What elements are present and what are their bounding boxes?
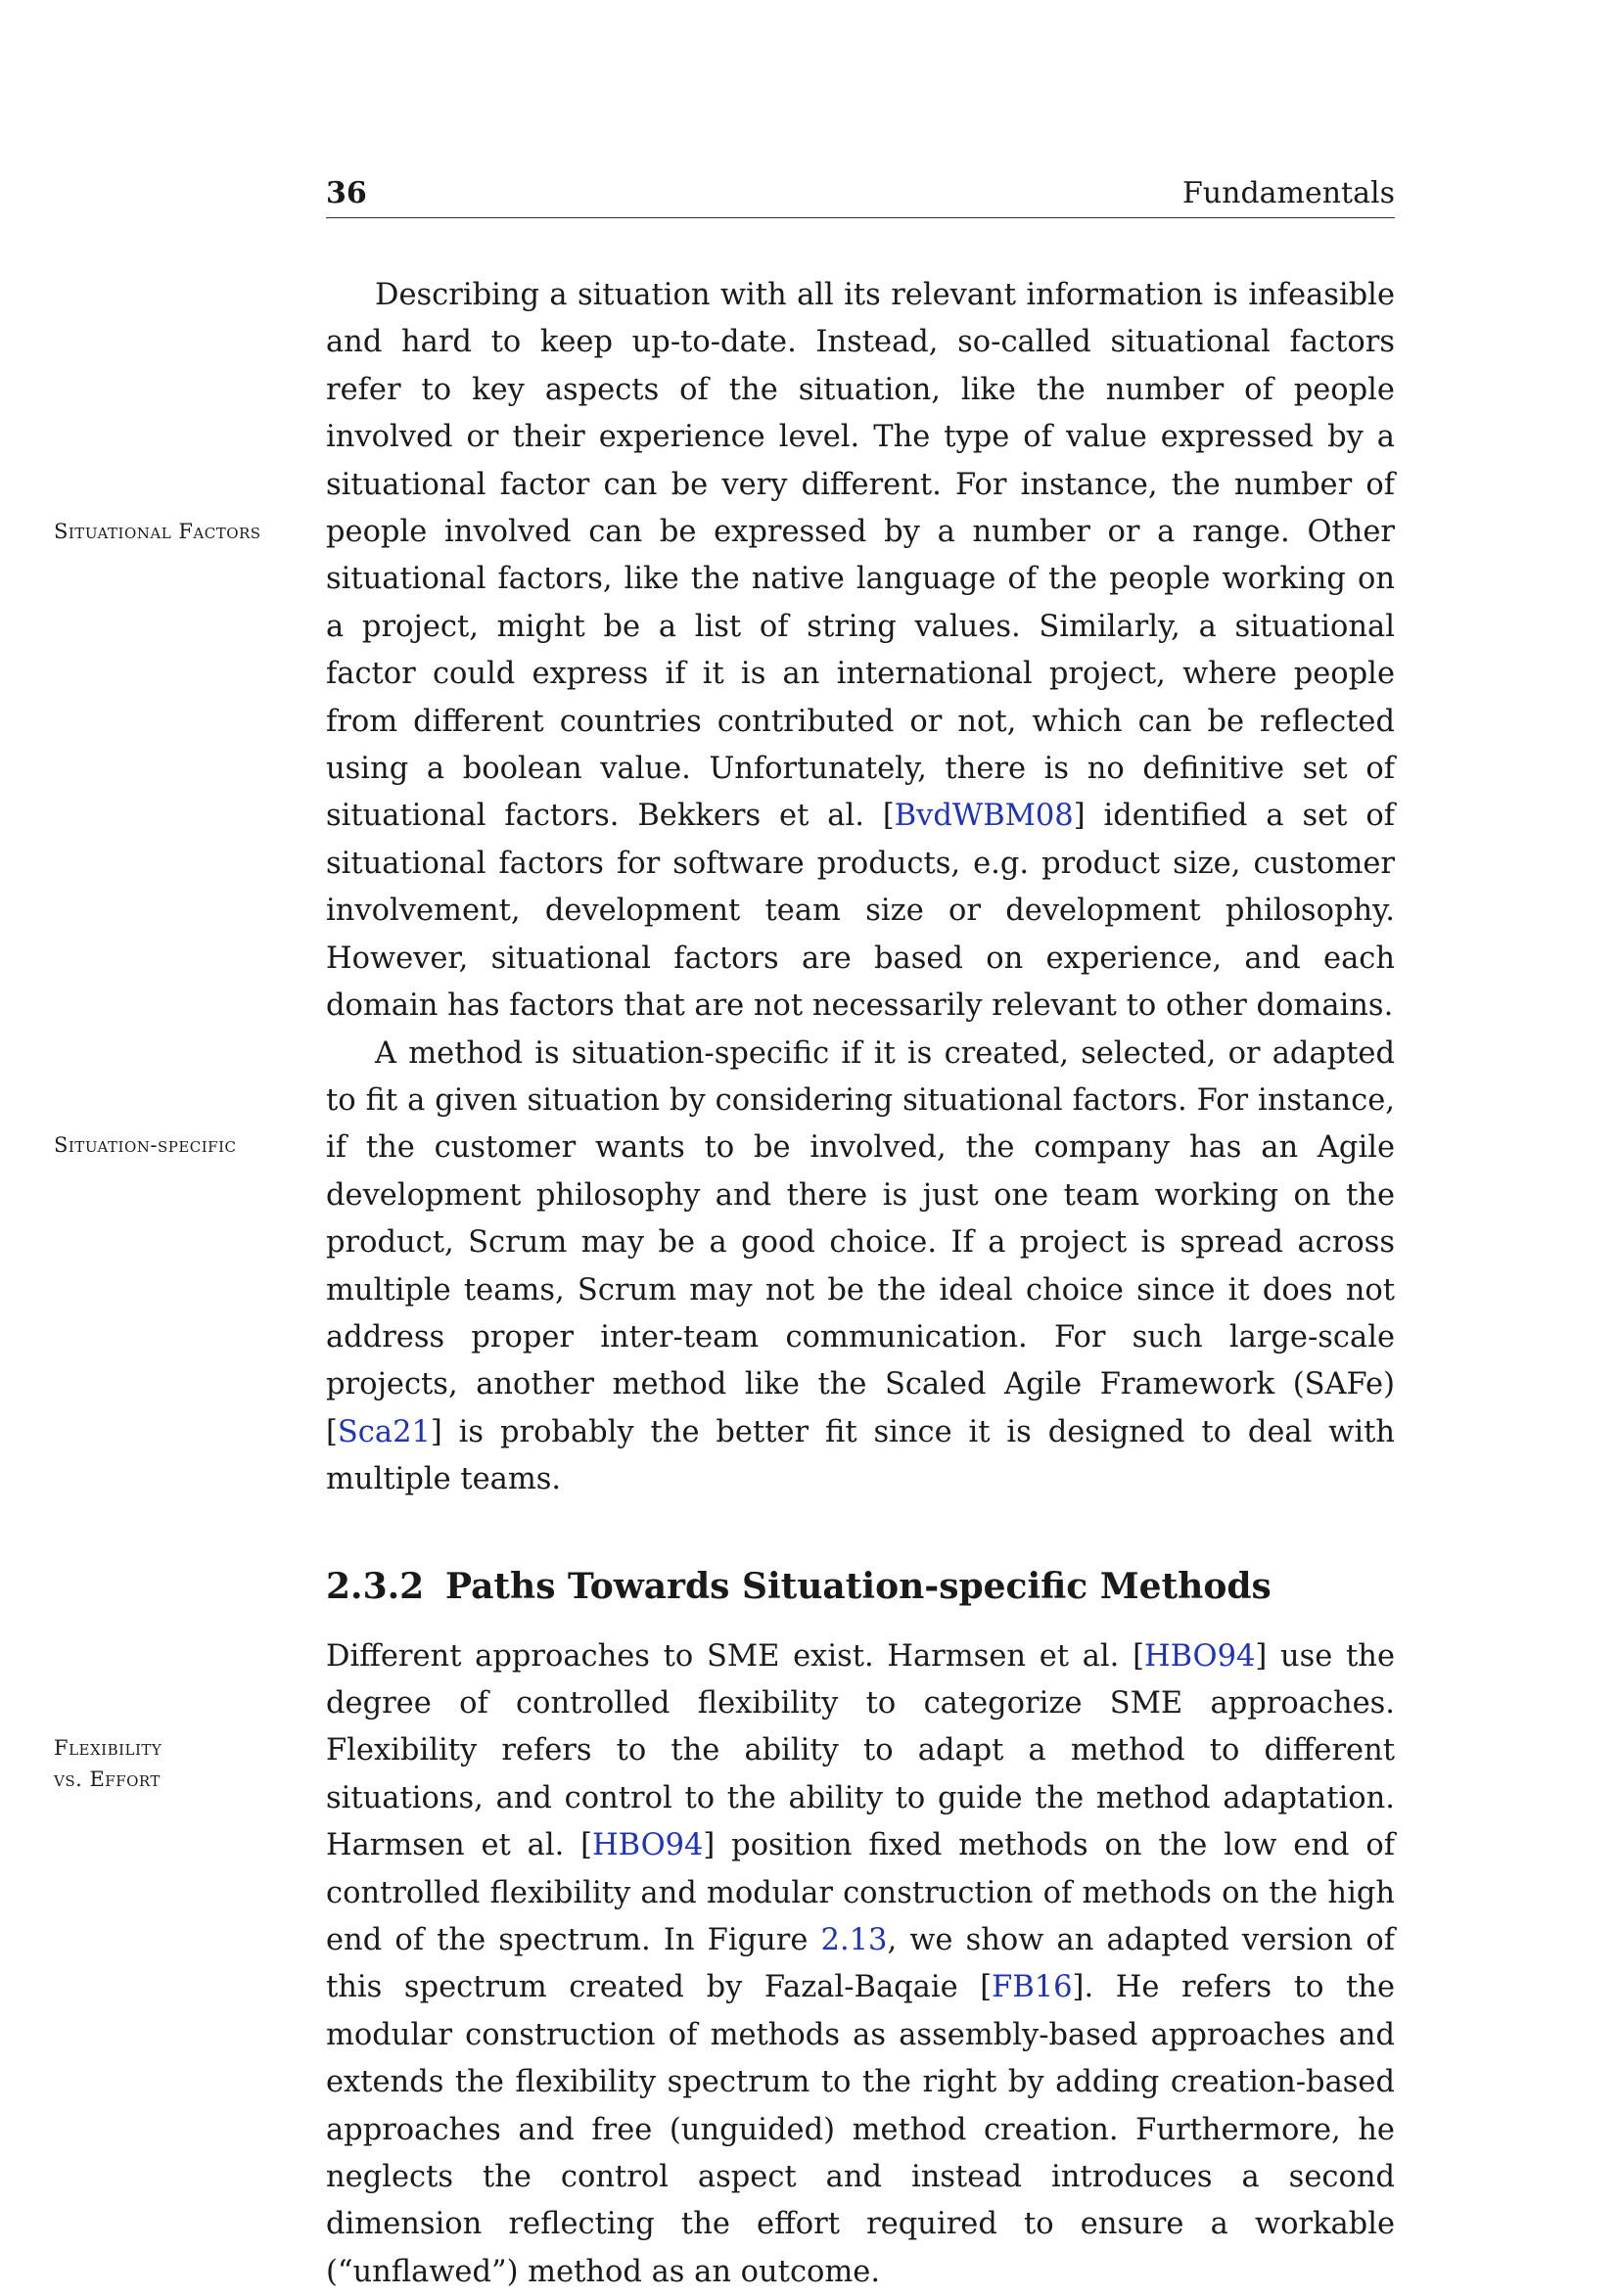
main-text — [326, 272, 1395, 2296]
margin-note-situation-specific: Situation-specific — [54, 1133, 237, 1157]
paragraph-text: Describing a situation with all its relevant information is infeasible and hard to keep up-to-date. Instead, so-called situational factors refer to key aspects of the situation, like the number of people involved or their experience level. The type of value expressed by a situational factor can be very different. For instance, the number of people involved can be expressed by a number or a range. Other situational factors, like the native language of the people working on a project, might be a list of string values. Similarly, a situational factor could express if it is an international project, where people from different countries contributed or not, which can be reflected using a boolean value. Unfortunately, there is no definitive set of situational factors. Bekkers et al. [ — [326, 278, 1395, 834]
paragraph-text: ] identified a set of situational factors for software products, e.g. product size, customer involvement, development team size or development philosophy. However, situational factors are based on experience, and each domain has factors that are not necessarily relevant to other domains. — [326, 799, 1395, 1024]
page-number: 36 — [326, 176, 367, 210]
section-title: Paths Towards Situation-specific Methods — [445, 1565, 1272, 1607]
paragraph-text: A method is situation-specific if it is created, selected, or adapted to fit a given situation by considering situational factors. For instance, if the customer wants to be involved, the company has an Agile development philosophy and there is just one team working on the product, Scrum may be a good choice. If a project is spread across multiple teams, Scrum may not be the ideal choice since it does not address proper inter-team communication. For such large-scale projects, another method like the Scaled Agile Framework (SAFe) [ — [326, 1035, 1395, 1449]
citation-link[interactable]: FB16 — [992, 1970, 1073, 2005]
citation-link[interactable]: HBO94 — [592, 1828, 704, 1863]
citation-link[interactable]: Sca21 — [337, 1414, 431, 1449]
margin-note-line: vs. Effort — [54, 1768, 161, 1791]
margin-note-line: Flexibility — [54, 1736, 162, 1760]
running-header — [326, 172, 1395, 218]
paragraph-text: ] use the degree of controlled flexibility to categorize SME approaches. Flexibility refers to the ability to adapt a method to different situations, and control to the ability to guide the method adaptation. Harmsen et al. [ — [326, 1638, 1395, 1863]
citation-link[interactable]: BvdWBM08 — [894, 799, 1074, 834]
citation-link[interactable]: HBO94 — [1143, 1638, 1256, 1674]
section-number: 2.3.2 — [326, 1565, 425, 1607]
figure-reference-link[interactable]: 2.13 — [820, 1923, 888, 1957]
paragraph-text: ] is probably the better fit since it is designed to deal with multiple teams. — [326, 1414, 1395, 1497]
paragraph-text: Different approaches to SME exist. Harmsen et al. [ — [326, 1638, 1144, 1674]
paragraph-paths — [326, 1633, 1395, 2296]
section-heading — [326, 1565, 1395, 1608]
margin-note-flexibility-vs-effort — [54, 1732, 299, 1795]
paragraph-situational-factors — [326, 272, 1395, 1031]
paragraph-text: ] position fixed methods on the low end of controlled flexibility and modular construction of methods on the high end of the spectrum. In Figure — [326, 1828, 1395, 1957]
running-title: Fundamentals — [1181, 176, 1395, 210]
paragraph-situation-specific — [326, 1031, 1395, 1504]
margin-note-situational-factors: Situational Factors — [54, 520, 261, 543]
paragraph-text: ]. He refers to the modular construction of methods as assembly-based approaches and extends the flexibility spectrum to the right by adding creation-based approaches and free (unguided) method creation. Furthermore, he neglects the control aspect and instead introduces a second dimension reflecting the effort required to ensure a workable (“unflawed”) method as an outcome. — [326, 1970, 1395, 2289]
paragraph-text: , we show an adapted version of this spectrum created by Fazal-Baqaie [ — [326, 1923, 1395, 2005]
